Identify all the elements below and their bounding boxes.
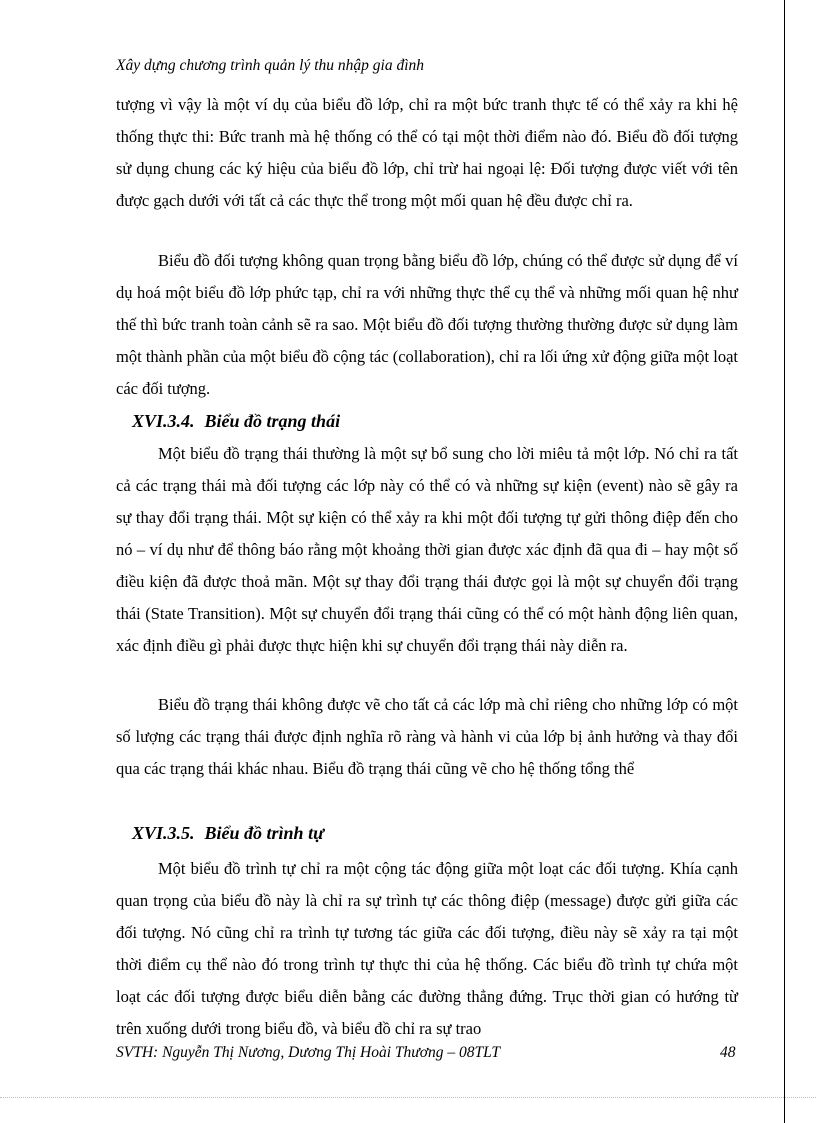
paragraph-object-diagram-continued: tượng vì vậy là một ví dụ của biểu đồ lớp, chỉ ra một bức tranh thực tế có thể xảy ra khi hệ thống thực thi: Bức tranh mà hệ thống có thể có tại một thời điểm nào đó. Biểu đồ đối tượng sử dụng chung các ký hiệu của biểu đồ lớp, chỉ trừ hai ngoại lệ: Đối tượng được viết với tên được gạch dưới với tất cả các thực thể trong một mối quan hệ đều được chỉ ra. [116,95,738,210]
paragraph-state-diagram-description: Một biểu đồ trạng thái thường là một sự bổ sung cho lời miêu tả một lớp. Nó chỉ ra tất cả các trạng thái mà đối tượng các lớp này có thể có và những sự kiện (event) nào sẽ gây ra sự thay đổi trạng thái. Một sự kiện có thể xảy ra khi một đối tượng tự gửi thông điệp đến cho nó – ví dụ như để thông báo rằng một khoảng thời gian được xác định đã qua đi – hay một số điều kiện đã được thoả mãn. Một sự thay đổi trạng thái được gọi là một sự chuyển đổi trạng thái (State Transition). Một sự chuyển đổi trạng thái cũng có thể có một hành động liên quan, xác định điều gì phải được thực hiện khi sự chuyển đổi trạng thái này diễn ra. [116,444,738,655]
section-number: XVI.3.4. [132,411,195,431]
paragraph-sequence-diagram-description: Một biểu đồ trình tự chỉ ra một cộng tác động giữa một loạt các đối tượng. Khía cạnh quan trọng của biểu đồ này là chỉ ra sự trình tự các thông điệp (message) được gửi giữa các đối tượng. Nó cũng chỉ ra trình tự tương tác giữa các đối tượng, điều này sẽ xảy ra tại một thời điểm cụ thể nào đó trong trình tự thực thi của hệ thống. Các biểu đồ trình tự chứa một loạt các đối tượng được biểu diễn bằng các đường thẳng đứng. Trục thời gian có hướng từ trên xuống dưới trong biểu đồ, và biểu đồ chỉ ra sự trao [116,859,738,1038]
section-title: Biểu đồ trạng thái [204,411,341,431]
section-title: Biểu đồ trình tự [204,823,324,843]
page-border-line [784,0,785,1123]
section-heading-state-diagram [132,411,340,432]
paragraph-state-diagram-scope: Biểu đồ trạng thái không được vẽ cho tất cả các lớp mà chỉ riêng cho những lớp có một số lượng các trạng thái được định nghĩa rõ ràng và hành vi của lớp bị ảnh hưởng và thay đổi qua các trạng thái khác nhau. Biểu đồ trạng thái cũng vẽ cho hệ thống tổng thể [116,695,738,778]
page-number: 48 [720,1044,736,1061]
section-heading-sequence-diagram [132,823,324,844]
paragraph-object-diagram-usage: Biểu đồ đối tượng không quan trọng bằng biểu đồ lớp, chúng có thể được sử dụng để ví dụ hoá một biểu đồ lớp phức tạp, chỉ ra với những thực thể cụ thể và những mối quan hệ như thế thì bức tranh toàn cảnh sẽ ra sao. Một biểu đồ đối tượng thường thường được sử dụng làm một thành phần của một biểu đồ cộng tác (collaboration), chỉ ra lối ứng xử động giữa một loạt các đối tượng. [116,251,738,398]
running-header: Xây dựng chương trình quản lý thu nhập gia đình [116,57,425,74]
section-number: XVI.3.5. [132,823,195,843]
page-bottom-divider [0,1097,816,1098]
footer-authors: SVTH: Nguyễn Thị Nương, Dương Thị Hoài Thương – 08TLT [116,1044,501,1061]
